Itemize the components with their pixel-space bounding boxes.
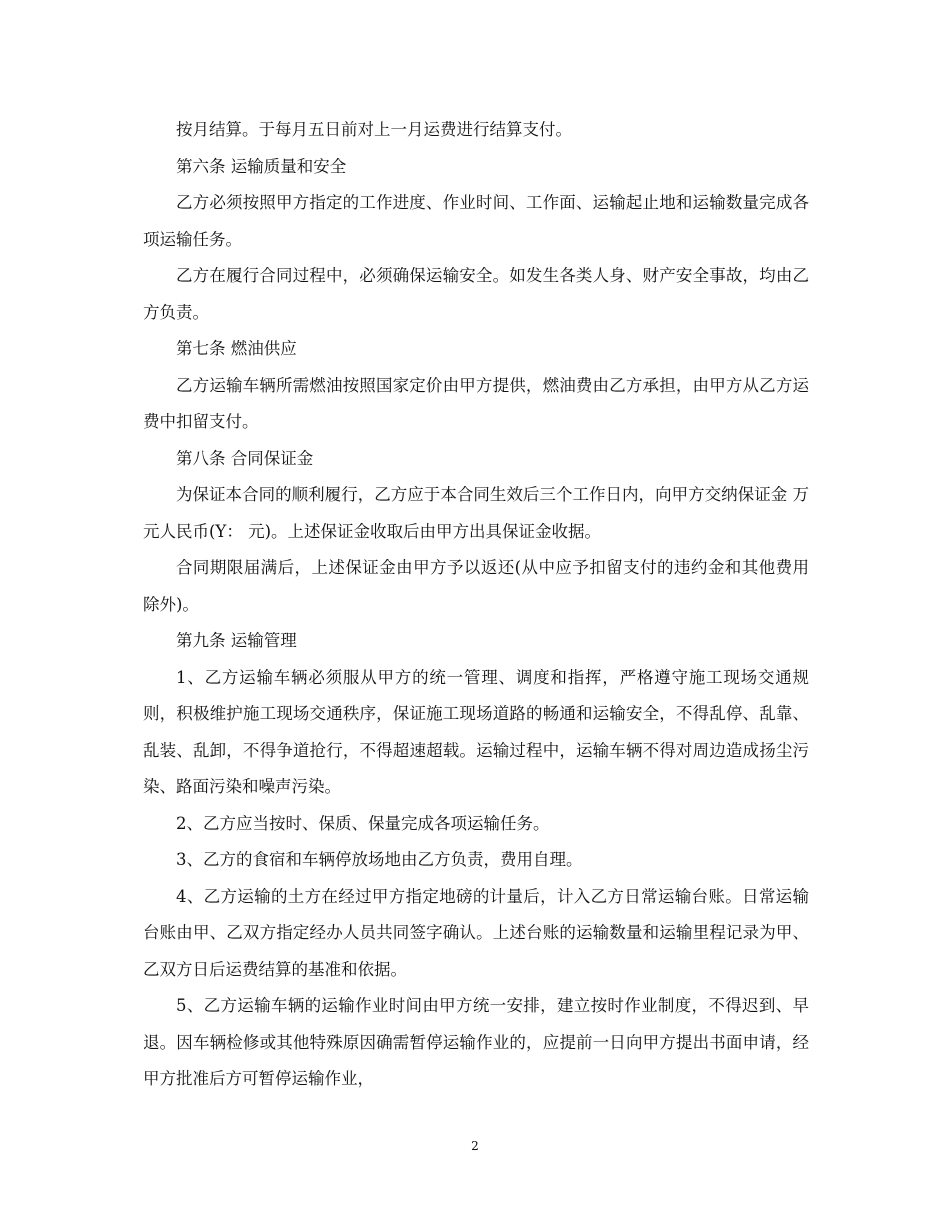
paragraph-3: 乙方必须按照甲方指定的工作进度、作业时间、工作面、运输起止地和运输数量完成各项运输任务。	[143, 193, 809, 249]
paragraph-8: 为保证本合同的顺利履行，乙方应于本合同生效后三个工作日内，向甲方交纳保证金 万元人民币(Y： 元)。上述保证金收取后由甲方出具保证金收据。	[143, 485, 809, 541]
paragraph-12: 2、乙方应当按时、保质、保量完成各项运输任务。	[176, 813, 550, 833]
paragraph-15: 5、乙方运输车辆的运输作业时间由甲方统一安排，建立按时作业制度，不得迟到、早退。因车辆检修或其他特殊原因确需暂停运输作业的，应提前一日向甲方提出书面申请，经甲方批准后方可暂停运输作业，	[143, 996, 809, 1088]
paragraph-1: 按月结算。于每月五日前对上一月运费进行结算支付。	[176, 120, 572, 139]
section-heading-7: 第七条 燃油供应	[176, 339, 297, 358]
paragraph-13: 3、乙方的食宿和车辆停放场地由乙方负责，费用自理。	[176, 850, 583, 869]
section-heading-8: 第八条 合同保证金	[176, 448, 314, 468]
paragraph-14: 4、乙方运输的土方在经过甲方指定地磅的计量后，计入乙方日常运输台账。日常运输台账由甲、乙双方指定经办人员共同签字确认。上述台账的运输数量和运输里程记录为甲、乙双方日后运费结算的基准和依据。	[143, 886, 809, 979]
page-number: 2	[471, 1139, 479, 1153]
section-heading-6: 第六条 运输质量和安全	[176, 156, 347, 176]
section-heading-9: 第九条 运输管理	[176, 631, 297, 650]
paragraph-9: 合同期限届满后，上述保证金由甲方予以返还(从中应予扣留支付的违约金和其他费用除外)。	[143, 558, 809, 614]
paragraph-6: 乙方运输车辆所需燃油按照国家定价由甲方提供，燃油费由乙方承担，由甲方从乙方运费中扣留支付。	[143, 375, 809, 431]
paragraph-4: 乙方在履行合同过程中，必须确保运输安全。如发生各类人身、财产安全事故，均由乙方负责。	[143, 266, 809, 322]
paragraph-11: 1、乙方运输车辆必须服从甲方的统一管理、调度和指挥，严格遵守施工现场交通规则，积极维护施工现场交通秩序，保证施工现场道路的畅通和运输安全，不得乱停、乱靠、乱装、乱卸，不得争道抢行，不得超速超载。运输过程中，运输车辆不得对周边造成扬尘污染、路面污染和噪声污染。	[143, 667, 809, 796]
document-body	[143, 112, 809, 1098]
